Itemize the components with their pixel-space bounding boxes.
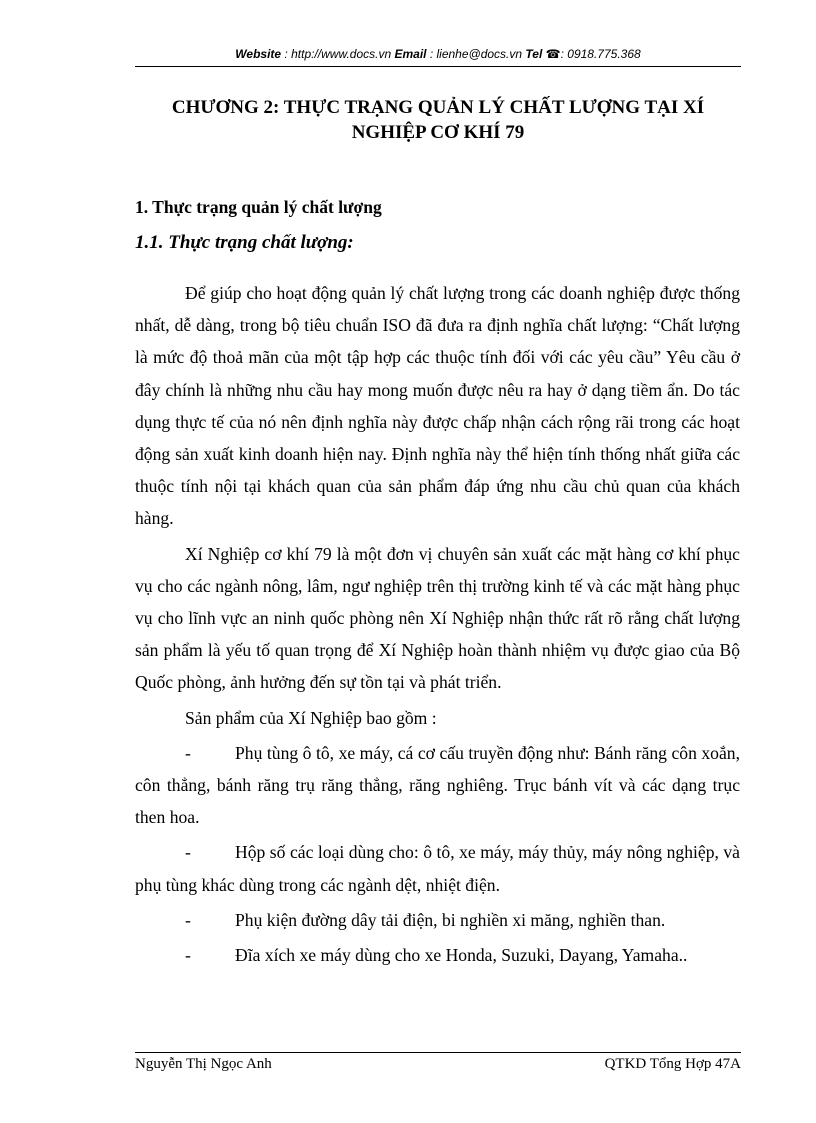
- bullet-dash: -: [185, 909, 191, 930]
- paragraph: Để giúp cho hoạt động quản lý chất lượng trong các doanh nghiệp được thống nhất, dễ dàng, trong bộ tiêu chuẩn ISO đã đưa ra định nghĩa chất lượng: “Chất lượng là mức độ thoả mãn của một tập hợp các thuộc tính đối với các yêu cầu” Yêu cầu ở đây chính là những nhu cầu hay mong muốn được nêu ra hay ở dạng tiềm ẩn. Do tác dụng thực tế của nó nên định nghĩa này được chấp nhận cách rộng rãi trong các hoạt động sản xuất kinh doanh hiện nay. Định nghĩa này thể hiện tính thống nhất giữa các thuộc tính nội tại khách quan của sản phẩm đáp ứng nhu cầu chủ quan của khách hàng.: [135, 283, 740, 529]
- email-label: Email: [394, 47, 427, 61]
- chapter-title: [135, 95, 741, 145]
- footer-divider: [135, 1052, 741, 1053]
- chapter-title-line2: NGHIỆP CƠ KHÍ 79: [351, 122, 525, 143]
- list-item-text: Đĩa xích xe máy dùng cho xe Honda, Suzuki, Dayang, Yamaha..: [235, 945, 688, 966]
- list-item: [135, 737, 740, 834]
- footer-class: QTKD Tổng Hợp 47A: [604, 1056, 741, 1072]
- website-label: Website: [235, 47, 282, 61]
- page-header: [135, 47, 741, 61]
- paragraph: Sản phẩm của Xí Nghiệp bao gồm :: [185, 707, 437, 728]
- list-item: [135, 939, 740, 971]
- website-value: : http://www.docs.vn: [281, 47, 395, 61]
- list-item-text: Phụ kiện đường dây tải điện, bi nghiền xi măng, nghiền than.: [235, 909, 666, 930]
- subsection-heading: 1.1. Thực trạng chất lượng:: [135, 232, 354, 253]
- section-heading: 1. Thực trạng quản lý chất lượng: [135, 197, 382, 217]
- chapter-title-line1: CHƯƠNG 2: THỰC TRẠNG QUẢN LÝ CHẤT LƯỢNG TẠI XÍ: [171, 97, 705, 118]
- tel-label: Tel: [525, 47, 543, 61]
- list-item-text: Phụ tùng ô tô, xe máy, cá cơ cấu truyền động như: Bánh răng côn xoắn, côn thẳng, bánh răng trụ răng thẳng, răng nghiêng. Trục bánh vít và các dạng trục then hoa.: [135, 742, 740, 828]
- header-divider: [135, 66, 741, 67]
- bullet-dash: -: [185, 742, 191, 763]
- list-item: [135, 904, 740, 936]
- footer-author: Nguyễn Thị Ngọc Anh: [135, 1056, 272, 1072]
- tel-value: : 0918.775.368: [560, 47, 641, 61]
- paragraph: Xí Nghiệp cơ khí 79 là một đơn vị chuyên sản xuất các mặt hàng cơ khí phục vụ cho các ngành nông, lâm, ngư nghiệp trên thị trường kinh tế và các mặt hàng phục vụ cho lĩnh vực an ninh quốc phòng nên Xí Nghiệp nhận thức rất rõ rằng chất lượng sản phẩm là yếu tố quan trọng để Xí Nghiệp hoàn thành nhiệm vụ được giao của Bộ Quốc phòng, ảnh hưởng đến sự tồn tại và phát triển.: [135, 543, 740, 693]
- list-item: [135, 836, 740, 900]
- body-text: [135, 277, 740, 971]
- list-item-text: Hộp số các loại dùng cho: ô tô, xe máy, máy thủy, máy nông nghiệp, và phụ tùng khác dùng trong các ngành dệt, nhiệt điện.: [135, 842, 740, 895]
- bullet-dash: -: [185, 945, 191, 966]
- email-value: : lienhe@docs.vn: [426, 47, 526, 61]
- phone-icon: ☎: [545, 47, 561, 61]
- bullet-dash: -: [185, 842, 191, 863]
